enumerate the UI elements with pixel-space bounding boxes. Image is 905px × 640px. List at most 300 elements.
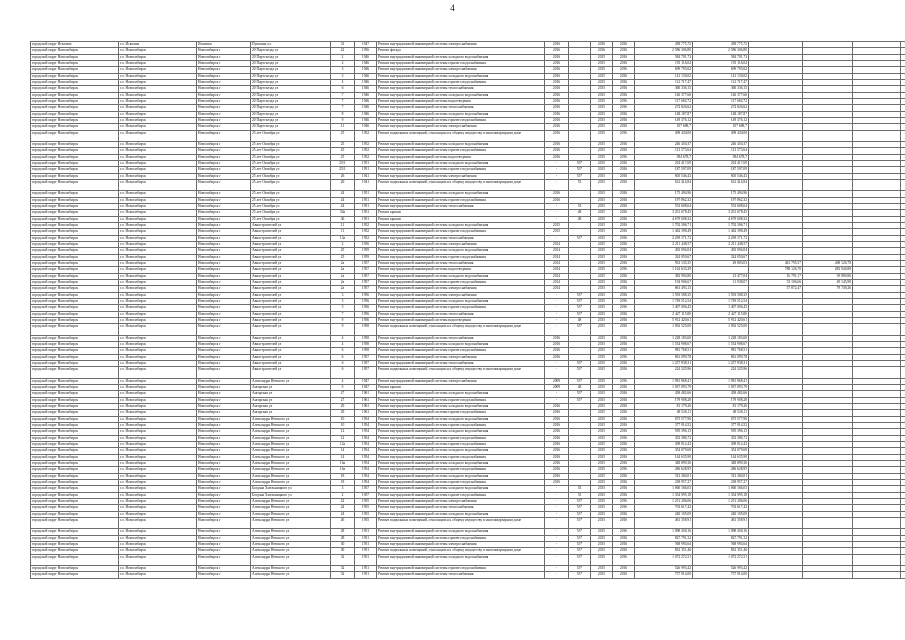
cell-district: городской округ Новосибирск [31, 492, 119, 498]
cell-municipality: г.о. Новосибирск [119, 286, 197, 292]
cell-cost-a: 197 862,32 [693, 197, 749, 203]
cell-start-year: 2016 [591, 48, 613, 54]
cell-start-year: 2015 [591, 203, 613, 209]
cell-build-year: 1955 [355, 518, 377, 529]
cell-street: Александра Невского ул [251, 435, 331, 441]
cell-house-number: 25/1 [331, 167, 355, 173]
cell-house-number: 11 [331, 229, 355, 235]
cell-norm: 53* [569, 565, 591, 571]
cell-settlement: Новосибирск г [197, 335, 251, 341]
cell-municipality: г.о. Новосибирск [119, 54, 197, 60]
cell-end-year: 2016 [613, 67, 635, 73]
cell-settlement: Новосибирск г [197, 565, 251, 571]
cell-build-year: 1954 [355, 442, 377, 448]
cell-municipality: г.о. Искитим [119, 42, 197, 48]
cell-municipality: г.о. Новосибирск [119, 154, 197, 160]
cell-build-year: 1947 [355, 384, 377, 390]
cell-start-year: 2015 [591, 492, 613, 498]
cell-street: Александра Невского ул [251, 416, 331, 422]
cell-street: 20 Партсъезда ул [251, 73, 331, 79]
cell-plan-year: - [545, 397, 569, 403]
cell-plan-year: 2016 [545, 118, 569, 124]
cell-house-number: 5 [331, 299, 355, 305]
cell-street: 20 Партсъезда ул [251, 92, 331, 98]
cell-total-cost: 274 826,62 [635, 105, 693, 111]
cell-start-year: 2015 [591, 67, 613, 73]
cell-street: 20 Партсъезда ул [251, 118, 331, 124]
cell-street: 25 лет Октября ул [251, 154, 331, 160]
cell-start-year: 2015 [591, 311, 613, 317]
cell-plan-year: - [545, 318, 569, 324]
cell-street: Александра Невского ул [251, 473, 331, 479]
cell-total-cost: 675 577,96 [635, 416, 693, 422]
cell-total-cost: 584 678,7 [635, 154, 693, 160]
cell-end-year: 2016 [613, 261, 635, 267]
cell-district: городской округ Новосибирск [31, 435, 119, 441]
cell-build-year: 1954 [355, 416, 377, 422]
cell-build-year: 1957 [355, 492, 377, 498]
cell-municipality: г.о. Новосибирск [119, 67, 197, 73]
cell-plan-year: 2014 [545, 286, 569, 292]
cell-start-year: 2015 [591, 292, 613, 298]
cell-house-number: 16а [331, 467, 355, 473]
cell-total-cost: 1 037 893,79 [635, 384, 693, 390]
cell-district: городской округ Новосибирск [31, 410, 119, 416]
cell-cost-a: 461 358,91 [693, 518, 749, 529]
cell-settlement: Новосибирск г [197, 124, 251, 130]
cell-start-year: 2015 [591, 378, 613, 384]
cell-street: Александра Невского ул [251, 378, 331, 384]
cell-total-cost: 553 608,64 [635, 203, 693, 209]
cell-district: городской округ Новосибирск [31, 124, 119, 130]
cell-district: городской округ Новосибирск [31, 499, 119, 505]
cell-plan-year: - [545, 361, 569, 367]
cell-work-type: Ремонт внутридомовой инженерной системы теплоснабжения [377, 86, 545, 92]
cell-build-year: 1952 [355, 222, 377, 228]
cell-municipality: г.о. Новосибирск [119, 311, 197, 317]
cell-house-number: 12 [331, 435, 355, 441]
cell-cost-a: 309 430,00 [693, 130, 749, 141]
cell-start-year: 2015 [591, 435, 613, 441]
cell-end-year: 2016 [613, 486, 635, 492]
cell-street: Авиастроителей ул [251, 305, 331, 311]
cell-build-year: 1954 [355, 461, 377, 467]
cell-municipality: г.о. Новосибирск [119, 191, 197, 197]
cell-end-year: 2016 [613, 416, 635, 422]
cell-end-year: 2016 [613, 180, 635, 191]
cell-build-year: 1946 [355, 54, 377, 60]
cell-work-type: Ремонт внутридомовой инженерной системы теплоснабжения [377, 235, 545, 241]
cell-street: Авиастроителей ул [251, 311, 331, 317]
cell-end-year: 2016 [613, 461, 635, 467]
cell-work-type: Ремонт внутридомовой инженерной системы электроснабжения [377, 286, 545, 292]
cell-settlement: Новосибирск г [197, 422, 251, 428]
cell-cost-a: 179 908,28 [693, 397, 749, 403]
cell-house-number: 26 [331, 173, 355, 179]
cell-settlement: Новосибирск г [197, 467, 251, 473]
cell-house-number: 4 [331, 378, 355, 384]
cell-house-number: 4 [331, 342, 355, 348]
cell-cost-d [853, 518, 901, 529]
cell-settlement: Новосибирск г [197, 99, 251, 105]
cell-settlement: Новосибирск г [197, 216, 251, 222]
cell-end-year: 2016 [613, 542, 635, 548]
cell-district: городской округ Новосибирск [31, 203, 119, 209]
cell-settlement: Новосибирск г [197, 429, 251, 435]
cell-house-number: 3 [331, 67, 355, 73]
cell-build-year: 1946 [355, 80, 377, 86]
cell-district: городской округ Новосибирск [31, 99, 119, 105]
cell-municipality: г.о. Новосибирск [119, 197, 197, 203]
cell-settlement: Новосибирск г [197, 61, 251, 67]
cell-settlement: Новосибирск г [197, 191, 251, 197]
cell-cost-a: 699 795,02 [693, 67, 749, 73]
cell-municipality: г.о. Новосибирск [119, 448, 197, 454]
cell-build-year: 1961 [355, 397, 377, 403]
cell-work-type: Ремонт внутридомовой инженерной системы холодного водоснабжения [377, 529, 545, 535]
cell-settlement: Новосибирск г [197, 486, 251, 492]
cell-end-year: 2016 [613, 548, 635, 554]
cell-build-year: 1952 [355, 142, 377, 148]
cell-house-number: 29 [331, 403, 355, 409]
cell-settlement: Новосибирск г [197, 210, 251, 216]
cell-cost-c [803, 518, 853, 529]
cell-settlement: Новосибирск г [197, 292, 251, 298]
cell-work-type: Ремонт внутридомовой инженерной системы горячего водоснабжения [377, 80, 545, 86]
cell-end-year: 2016 [613, 235, 635, 241]
cell-settlement: Новосибирск г [197, 492, 251, 498]
cell-street: Авиастроителей ул [251, 267, 331, 273]
cell-district: городской округ Искитим [31, 42, 119, 48]
cell-total-cost: 1 060 166,03 [635, 486, 693, 492]
cell-cost-a: 568 994,64 [693, 542, 749, 548]
cell-cost-a: 1 037 893,79 [693, 384, 749, 390]
cell-house-number: 25 [331, 148, 355, 154]
cell-settlement: Новосибирск г [197, 130, 251, 141]
cell-start-year: 2015 [591, 410, 613, 416]
cell-norm: 53* [569, 305, 591, 311]
cell-plan-year: - [545, 554, 569, 565]
cell-start-year: 2015 [591, 486, 613, 492]
cell-settlement: Новосибирск г [197, 80, 251, 86]
cell-work-type: Ремонт внутридомовой инженерной системы теплоснабжения [377, 105, 545, 111]
cell-house-number: 5 [331, 384, 355, 390]
cell-build-year: 1959 [355, 248, 377, 254]
cell-build-year: 1954 [355, 480, 377, 486]
cell-district: городской округ Новосибирск [31, 267, 119, 273]
cell-municipality: г.о. Новосибирск [119, 86, 197, 92]
cell-cost-a: 191 116,04 [693, 61, 749, 67]
cell-work-type: Ремонт внутридомовой инженерной системы холодного водоснабжения [377, 191, 545, 197]
cell-build-year: 1956 [355, 299, 377, 305]
cell-work-type: Ремонт внутридомовой инженерной системы теплоснабжения [377, 335, 545, 341]
cell-street: Александра Невского ул [251, 467, 331, 473]
cell-house-number: 34а [331, 210, 355, 216]
cell-house-number: 22 [331, 48, 355, 54]
cell-settlement: Новосибирск г [197, 254, 251, 260]
cell-work-type: Ремонт внутридомовой инженерной системы холодного водоснабжения [377, 391, 545, 397]
cell-norm: 53 [569, 203, 591, 209]
cell-municipality: г.о. Новосибирск [119, 422, 197, 428]
cell-work-type: Ремонт внутридомовой инженерной системы горячего водоснабжения [377, 348, 545, 354]
cell-cost-d [853, 367, 901, 378]
cell-settlement: Новосибирск г [197, 280, 251, 286]
cell-municipality: г.о. Новосибирск [119, 361, 197, 367]
cell-house-number: 10 [331, 416, 355, 422]
cell-cost-a: 246 450,37 [693, 142, 749, 148]
cell-settlement: Новосибирск г [197, 54, 251, 60]
cell-house-number: 22 [331, 499, 355, 505]
cell-house-number: 12а [331, 442, 355, 448]
cell-house-number: 32 [331, 554, 355, 565]
cell-total-cost: 238 957,27 [635, 480, 693, 486]
cell-street: Александра Невского ул [251, 461, 331, 467]
cell-house-number: 13а [331, 235, 355, 241]
cell-norm: 53* [569, 161, 591, 167]
cell-norm: 53* [569, 554, 591, 565]
cell-street: 20 Партсъезда ул [251, 80, 331, 86]
cell-settlement: Новосибирск г [197, 554, 251, 565]
cell-settlement: Новосибирск г [197, 148, 251, 154]
cell-start-year: 2015 [591, 105, 613, 111]
cell-plan-year: 2016 [545, 335, 569, 341]
cell-start-year: 2015 [591, 248, 613, 254]
cell-settlement: Новосибирск г [197, 499, 251, 505]
cell-norm: 53* [569, 529, 591, 535]
cell-total-cost: 81 179,26 [635, 403, 693, 409]
cell-street: Авиастроителей ул [251, 318, 331, 324]
cell-work-type: Ремонт внутридомовой инженерной системы электроснабжения [377, 499, 545, 505]
cell-total-cost: 3 231 678,45 [635, 210, 693, 216]
cell-district: городской округ Новосибирск [31, 324, 119, 335]
cell-house-number: 6 [331, 361, 355, 367]
cell-norm: 53* [569, 378, 591, 384]
cell-district: городской округ Новосибирск [31, 311, 119, 317]
cell-street: Авиастроителей ул [251, 222, 331, 228]
cell-house-number: 18 [331, 480, 355, 486]
cell-build-year: 1955 [355, 499, 377, 505]
cell-cost-c [803, 180, 853, 191]
cell-cost-a: 1 354 995,18 [693, 492, 749, 498]
cell-total-cost: 1 072 272,51 [635, 554, 693, 565]
cell-cost-b [749, 180, 803, 191]
cell-total-cost: 933 135,35 [635, 261, 693, 267]
cell-municipality: г.о. Новосибирск [119, 254, 197, 260]
cell-work-type: Ремонт внутридомовой инженерной системы горячего водоснабжения [377, 480, 545, 486]
cell-district: городской округ Новосибирск [31, 154, 119, 160]
cell-end-year: 2016 [613, 429, 635, 435]
cell-street: Авиастроителей ул [251, 254, 331, 260]
cell-work-type: Ремонт внутридомовой инженерной системы холодного водоснабжения [377, 403, 545, 409]
cell-end-year: 2016 [613, 572, 635, 578]
cell-house-number: 3 [331, 486, 355, 492]
cell-total-cost: 1 462 398,49 [635, 229, 693, 235]
cell-end-year: 2016 [613, 191, 635, 197]
cell-cost-a: 377 914,52 [693, 422, 749, 428]
cell-plan-year: 2016 [545, 348, 569, 354]
cell-municipality: г.о. Новосибирск [119, 235, 197, 241]
cell-settlement: Новосибирск г [197, 203, 251, 209]
cell-cost-b: 461 795,57 [749, 261, 803, 267]
cell-plan-year: 2016 [545, 80, 569, 86]
cell-district: городской округ Новосибирск [31, 248, 119, 254]
cell-plan-year: 2014 [545, 261, 569, 267]
cell-cost-a: 1 593 588,35 [693, 292, 749, 298]
cell-cost-e [901, 518, 905, 529]
cell-work-type: Ремонт внутридомовой инженерной системы теплоснабжения [377, 572, 545, 578]
cell-end-year: 2016 [613, 473, 635, 479]
cell-work-type: Ремонт внутридомовой инженерной системы водоотведения [377, 267, 545, 273]
cell-district: городской округ Новосибирск [31, 180, 119, 191]
cell-end-year: 2016 [613, 384, 635, 390]
cell-house-number: 9 [331, 324, 355, 335]
cell-build-year: 1958 [355, 348, 377, 354]
cell-district: городской округ Новосибирск [31, 273, 119, 279]
cell-plan-year: - [545, 572, 569, 578]
cell-total-cost: 1 098 458,16 [635, 529, 693, 535]
cell-build-year: 1956 [355, 311, 377, 317]
cell-cost-a: 861 099,78 [693, 354, 749, 360]
cell-work-type: Ремонт внутридомовой инженерной системы горячего водоснабжения [377, 61, 545, 67]
cell-work-type: Ремонт внутридомовой инженерной системы холодного водоснабжения [377, 248, 545, 254]
cell-build-year: 1956 [355, 242, 377, 248]
cell-plan-year: 2016 [545, 191, 569, 197]
cell-work-type: Ремонт внутридомовой инженерной системы водоотведения [377, 318, 545, 324]
cell-municipality: г.о. Новосибирск [119, 273, 197, 279]
cell-house-number: 25 [331, 254, 355, 260]
cell-cost-a: 13 477,04 [693, 273, 749, 279]
cell-end-year: 2016 [613, 80, 635, 86]
cell-end-year: 2016 [613, 391, 635, 397]
cell-cost-a: 81 179,26 [693, 403, 749, 409]
cell-build-year: 1951 [355, 210, 377, 216]
cell-end-year: 2016 [613, 354, 635, 360]
cell-work-type: Ремонт внутридомовой инженерной системы теплоснабжения [377, 505, 545, 511]
cell-work-type: Ремонт внутридомовой инженерной системы холодного водоснабжения [377, 111, 545, 117]
cell-norm: 53* [569, 324, 591, 335]
cell-total-cost: 1 162 633,29 [635, 267, 693, 273]
cell-plan-year: - [545, 511, 569, 517]
cell-work-type: Ремонт внутридомовой инженерной системы горячего водоснабжения [377, 280, 545, 286]
cell-total-cost: 194 906,67 [635, 280, 693, 286]
cell-district: городской округ Новосибирск [31, 467, 119, 473]
cell-plan-year: 2016 [545, 61, 569, 67]
cell-build-year: 1954 [355, 467, 377, 473]
table-row [31, 554, 905, 565]
cell-start-year: 2015 [591, 542, 613, 548]
cell-street: 25 лет Октября ул [251, 173, 331, 179]
cell-cost-a: 5 912 420,61 [693, 318, 749, 324]
cell-total-cost: 309 012,43 [635, 442, 693, 448]
cell-district: городской округ Новосибирск [31, 403, 119, 409]
cell-district: городской округ Новосибирск [31, 572, 119, 578]
cell-settlement: Новосибирск г [197, 261, 251, 267]
cell-work-type: Ремонт внутридомовой инженерной системы горячего водоснабжения [377, 435, 545, 441]
cell-start-year: 2015 [591, 148, 613, 154]
cell-total-cost: 187 597,09 [635, 167, 693, 173]
cell-start-year: 2015 [591, 565, 613, 571]
cell-street: 20 Партсъезда ул [251, 124, 331, 130]
table-row [31, 324, 905, 335]
cell-total-cost: 191 116,04 [635, 61, 693, 67]
cell-build-year: 1951 [355, 529, 377, 535]
cell-settlement: Новосибирск г [197, 473, 251, 479]
cell-plan-year: - [545, 167, 569, 173]
cell-house-number: 12 [331, 429, 355, 435]
cell-plan-year: - [545, 173, 569, 179]
cell-build-year: 1954 [355, 454, 377, 460]
cell-cost-a: 675 577,96 [693, 416, 749, 422]
cell-work-type: Ремонт внутридомовой инженерной системы горячего водоснабжения [377, 118, 545, 124]
cell-street: Авиастроителей ул [251, 361, 331, 367]
cell-start-year: 2015 [591, 286, 613, 292]
cell-end-year: 2016 [613, 292, 635, 298]
cell-street: 25 лет Октября ул [251, 216, 331, 222]
cell-settlement: Новосибирск г [197, 511, 251, 517]
cell-start-year: 2015 [591, 518, 613, 529]
cell-norm: 48 [569, 216, 591, 222]
cell-cost-e [901, 554, 905, 565]
cell-street: 20 Партсъезда ул [251, 105, 331, 111]
cell-work-type: Ремонт внутридомовой инженерной системы горячего водоснабжения [377, 167, 545, 173]
cell-plan-year: - [545, 161, 569, 167]
cell-total-cost: 2 427 115,80 [635, 311, 693, 317]
cell-municipality: г.о. Новосибирск [119, 542, 197, 548]
cell-plan-year: - [545, 391, 569, 397]
cell-district: городской округ Новосибирск [31, 473, 119, 479]
cell-end-year: 2016 [613, 442, 635, 448]
cell-house-number: 32 [331, 572, 355, 578]
cell-street: Александра Невского ул [251, 442, 331, 448]
cell-total-cost: 360 336,15 [635, 86, 693, 92]
cell-street: Ангарская ул [251, 391, 331, 397]
cell-end-year: 2016 [613, 173, 635, 179]
cell-municipality: г.о. Новосибирск [119, 161, 197, 167]
cell-cost-e [901, 180, 905, 191]
cell-norm: 53* [569, 167, 591, 173]
cell-settlement: Новосибирск г [197, 403, 251, 409]
cell-total-cost: 757 914,00 [635, 572, 693, 578]
cell-end-year: 2016 [613, 280, 635, 286]
cell-start-year: 2015 [591, 354, 613, 360]
cell-municipality: г.о. Новосибирск [119, 124, 197, 130]
cell-house-number: 27 [331, 391, 355, 397]
cell-street: Александра Невского ул [251, 542, 331, 548]
cell-build-year: 1951 [355, 203, 377, 209]
cell-settlement: Новосибирск г [197, 273, 251, 279]
cell-plan-year: 2016 [545, 54, 569, 60]
cell-cost-a: 324 050,67 [693, 254, 749, 260]
cell-house-number: 2 [331, 61, 355, 67]
cell-build-year: 1941 [355, 173, 377, 179]
cell-start-year: 2015 [591, 529, 613, 535]
cell-build-year: 1952 [355, 235, 377, 241]
cell-cost-a: 1 462 398,49 [693, 229, 749, 235]
cell-start-year: 2015 [591, 73, 613, 79]
cell-district: городской округ Новосибирск [31, 378, 119, 384]
cell-work-type: Ремонт внутридомовой инженерной системы холодного водоснабжения [377, 554, 545, 565]
cell-work-type: Ремонт внутридомовой инженерной системы холодного водоснабжения [377, 273, 545, 279]
cell-start-year: 2015 [591, 505, 613, 511]
cell-build-year: 1955 [355, 511, 377, 517]
cell-plan-year: - [545, 235, 569, 241]
cell-municipality: г.о. Новосибирск [119, 292, 197, 298]
cell-cost-c [803, 367, 853, 378]
cell-cost-e [901, 572, 905, 578]
cell-total-cost: 246 450,37 [635, 142, 693, 148]
cell-settlement: Новосибирск г [197, 435, 251, 441]
cell-total-cost: 2 586 306,80 [635, 48, 693, 54]
